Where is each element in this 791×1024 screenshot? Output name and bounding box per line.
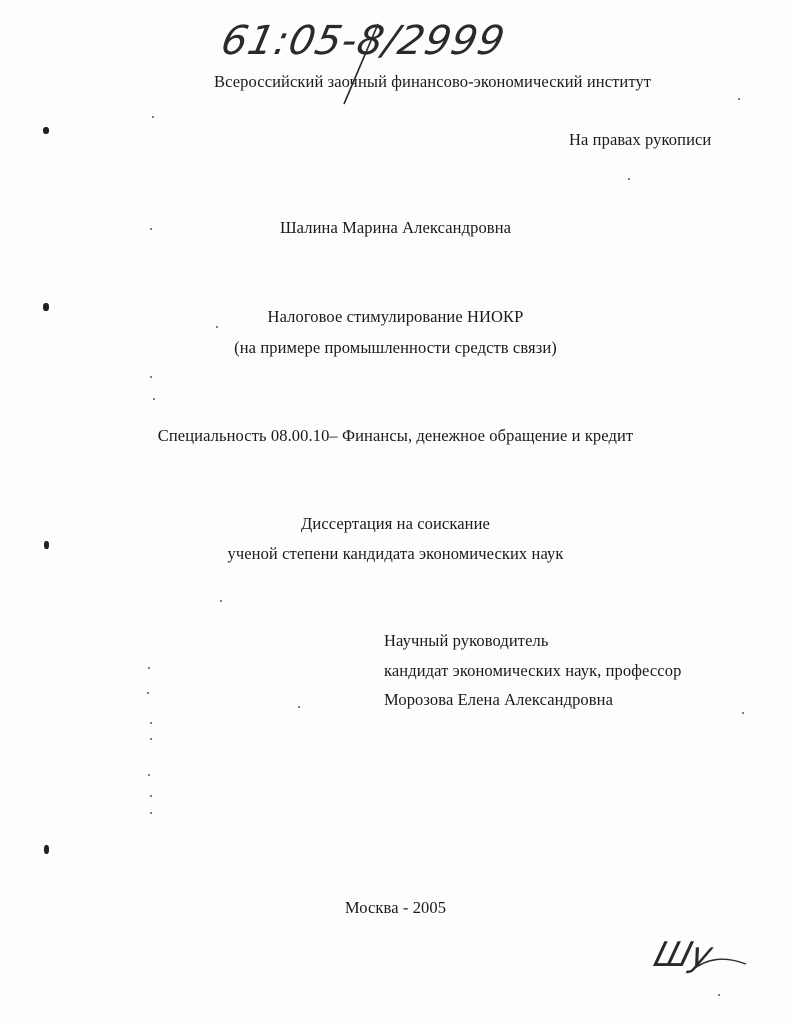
scan-speck bbox=[150, 812, 152, 814]
scan-speck bbox=[147, 692, 149, 694]
scan-speck bbox=[216, 326, 218, 328]
scan-speck bbox=[742, 712, 744, 714]
archive-mark-stroke bbox=[330, 20, 390, 110]
binding-hole-1 bbox=[43, 127, 49, 134]
signature-underline bbox=[690, 950, 750, 980]
author-name: Шалина Марина Александровна bbox=[279, 218, 512, 237]
scan-speck bbox=[152, 116, 154, 118]
dissertation-title: Налоговое стимулирование НИОКР bbox=[267, 307, 524, 326]
degree-line-2: ученой степени кандидата экономических наук bbox=[227, 544, 564, 563]
scan-speck bbox=[148, 667, 150, 669]
binding-hole-2 bbox=[43, 303, 49, 311]
scan-speck bbox=[220, 600, 222, 602]
scan-speck bbox=[718, 994, 720, 996]
scan-speck bbox=[150, 722, 152, 724]
manuscript-note: На правах рукописи bbox=[569, 130, 712, 149]
city-year: Москва - 2005 bbox=[344, 898, 447, 917]
scan-speck bbox=[150, 738, 152, 740]
scan-speck bbox=[148, 774, 150, 776]
scan-speck bbox=[150, 376, 152, 378]
scan-speck bbox=[628, 178, 630, 180]
scan-speck bbox=[298, 706, 300, 708]
signature: Шу bbox=[649, 935, 717, 975]
specialty: Специальность 08.00.10– Финансы, денежное обращение и кредит bbox=[157, 426, 634, 445]
supervisor-name: Морозова Елена Александровна bbox=[384, 690, 614, 709]
binding-hole-3 bbox=[44, 541, 49, 549]
supervisor-rank: кандидат экономических наук, профессор bbox=[384, 661, 682, 680]
scan-speck bbox=[150, 795, 152, 797]
institution-name: Всероссийский заочный финансово-экономический институт bbox=[214, 72, 652, 91]
archive-mark: 61:05-8/2999 bbox=[217, 18, 510, 64]
scan-speck bbox=[153, 398, 155, 400]
supervisor-label: Научный руководитель bbox=[384, 631, 549, 650]
binding-hole-4 bbox=[44, 845, 49, 854]
scan-speck bbox=[738, 98, 740, 100]
scan-speck bbox=[150, 228, 152, 230]
degree-line-1: Диссертация на соискание bbox=[301, 514, 490, 533]
dissertation-subtitle: (на примере промышленности средств связи) bbox=[234, 338, 557, 357]
